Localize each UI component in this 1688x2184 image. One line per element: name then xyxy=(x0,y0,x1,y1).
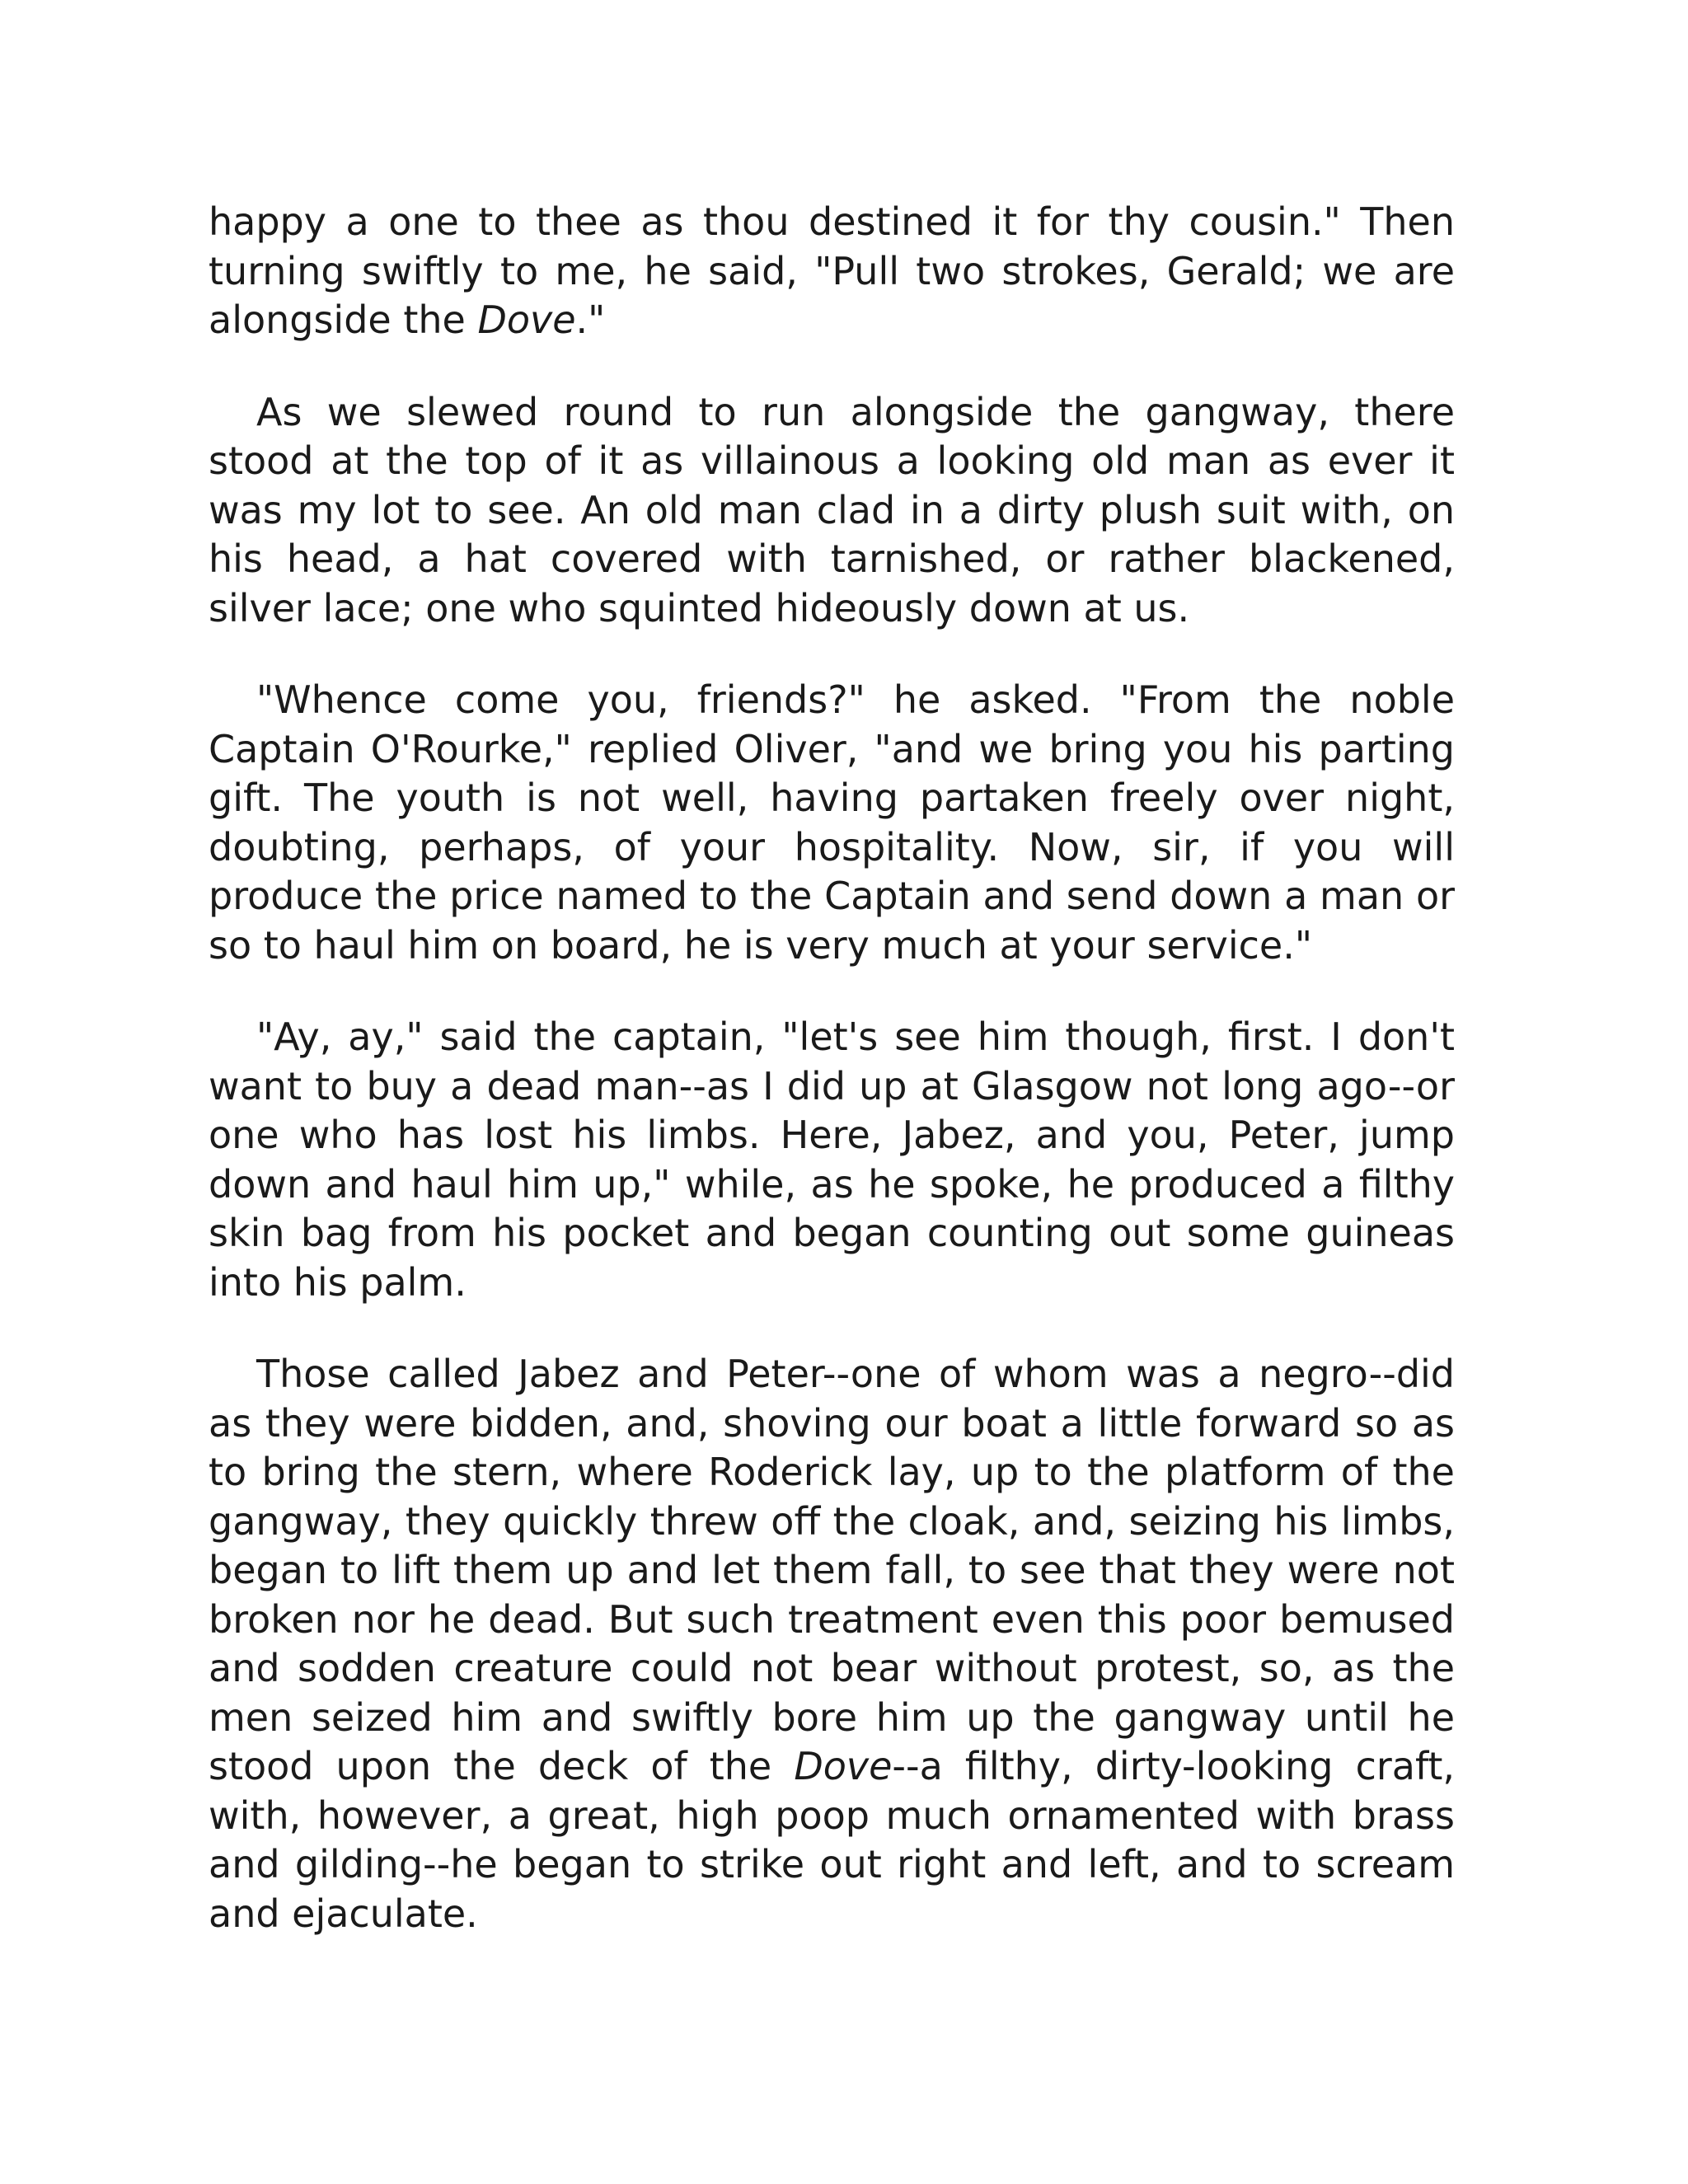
ship-name-dove: Dove xyxy=(477,298,576,342)
paragraph-1 xyxy=(209,198,1455,345)
paragraph-1-text-1: happy a one to thee as thou destined it for thy cousin." Then turning swiftly to me, he said, "Pull two strokes, Gerald; we are alongside the xyxy=(209,199,1455,342)
paragraph-4-text: "Ay, ay," said the captain, "let's see him though, first. I don't want to buy a dead man--as I did up at Glasgow not long ago--or one who has lost his limbs. Here, Jabez, and you, Peter, jump down and haul him up," while, as he spoke, he produced a filthy skin bag from his pocket and began counting out some guineas into his palm. xyxy=(209,1015,1455,1305)
paragraph-5-text-2: --a filthy, dirty-looking craft, with, however, a great, high poop much ornamented with brass and gilding--he began to strike out right and left, and to scream and ejaculate. xyxy=(209,1744,1456,1936)
paragraph-5-text-1: Those called Jabez and Peter--one of whom was a negro--did as they were bidden, and, shoving our boat a little forward so as to bring the stern, where Roderick lay, up to the platform of the gangway, they quickly threw off the cloak, and, seizing his limbs, began to lift them up and let them fall, to see that they were not broken nor he dead. But such treatment even this poor bemused and sodden creature could not bear without protest, so, as the men seized him and swiftly bore him up the gangway until he stood upon the deck of the xyxy=(209,1352,1455,1788)
paragraph-4 xyxy=(209,1013,1455,1307)
paragraph-2 xyxy=(209,388,1455,634)
paragraph-1-text-2: ." xyxy=(575,298,606,342)
paragraph-2-text: As we slewed round to run alongside the gangway, there stood at the top of it as villainous a looking old man as ever it was my lot to see. An old man clad in a dirty plush suit with, on his head, a hat covered with tarnished, or rather blackened, silver lace; one who squinted hideously down at us. xyxy=(209,389,1455,630)
paragraph-3-text: "Whence come you, friends?" he asked. "From the noble Captain O'Rourke," replied Oliver, "and we bring you his parting gift. The youth is not well, having partaken freely over night, doubting, perhaps, of your hospitality. Now, sir, if you will produce the price named to the Captain and send down a man or so to haul him on board, he is very much at your service." xyxy=(209,677,1455,968)
paragraph-3 xyxy=(209,676,1455,970)
ship-name-dove: Dove xyxy=(794,1744,893,1788)
paragraph-5 xyxy=(209,1350,1455,1938)
page-body xyxy=(209,198,1455,1938)
